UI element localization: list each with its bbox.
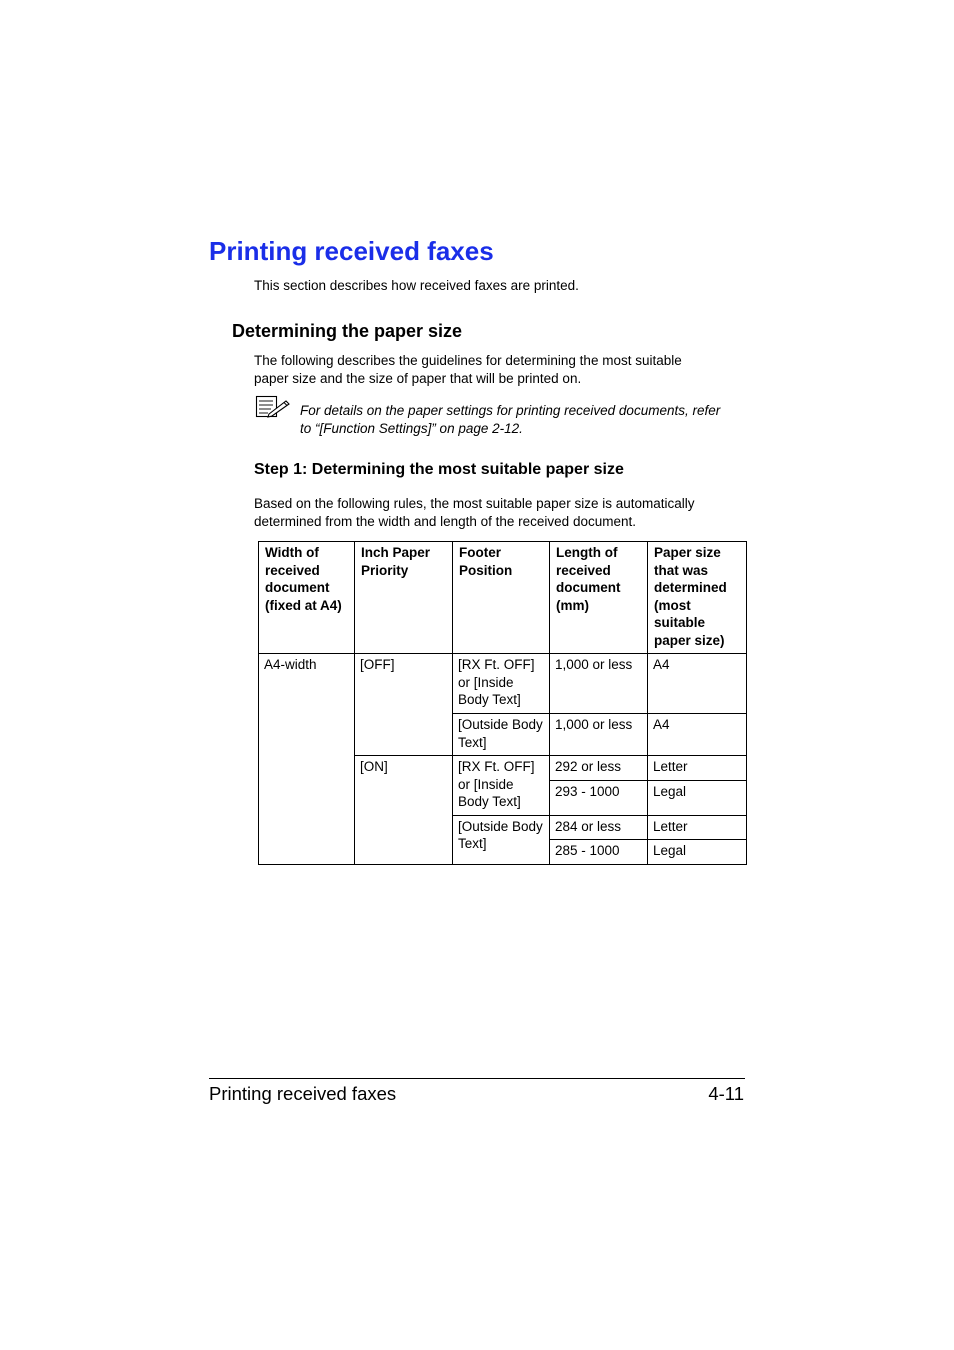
- step-body: [254, 495, 694, 531]
- table-row: [259, 654, 747, 714]
- cell-size: Legal: [648, 840, 747, 865]
- cell-length: 1,000 or less: [550, 714, 648, 756]
- cell-length: 293 - 1000: [550, 780, 648, 815]
- cell-length: 292 or less: [550, 756, 648, 781]
- header-paper-size: Paper size that was determined (most suitable paper size): [648, 542, 747, 654]
- note-line: For details on the paper settings for printing received documents, refer: [300, 403, 721, 418]
- header-footer-position: Footer Position: [453, 542, 550, 654]
- section-heading: Determining the paper size: [232, 321, 463, 341]
- section-body-line: paper size and the size of paper that will be printed on.: [254, 371, 582, 386]
- header-length: Length of received document (mm): [550, 542, 648, 654]
- cell-length: 1,000 or less: [550, 654, 648, 714]
- cell-size: Letter: [648, 756, 747, 781]
- page-number: 4-11: [708, 1083, 744, 1104]
- page-title: Printing received faxes: [209, 236, 494, 266]
- header-width: Width of received document (fixed at A4): [259, 542, 355, 654]
- cell-size: Legal: [648, 780, 747, 815]
- cell-inch-off: [OFF]: [355, 654, 453, 756]
- intro-text: This section describes how received faxes are printed.: [254, 278, 579, 293]
- cell-size: A4: [648, 714, 747, 756]
- cell-footer-outside: [Outside Body Text]: [453, 714, 550, 756]
- cell-size: Letter: [648, 815, 747, 840]
- cell-size: A4: [648, 654, 747, 714]
- step-heading: Step 1: Determining the most suitable paper size: [254, 461, 624, 478]
- table-header-row: [259, 542, 747, 654]
- footer-divider: [209, 1078, 745, 1079]
- header-inch-priority: Inch Paper Priority: [355, 542, 453, 654]
- note-text: [300, 402, 750, 437]
- step-body-line: determined from the width and length of the received document.: [254, 514, 636, 529]
- section-body-line: The following describes the guidelines for determining the most suitable: [254, 353, 682, 368]
- cell-length: 284 or less: [550, 815, 648, 840]
- step-body-line: Based on the following rules, the most suitable paper size is automatically: [254, 496, 695, 511]
- cell-footer-inside: [RX Ft. OFF] or [Inside Body Text]: [453, 756, 550, 816]
- paper-size-rules-table: [258, 541, 747, 865]
- note-pencil-icon: [255, 395, 291, 419]
- cell-inch-on: [ON]: [355, 756, 453, 865]
- footer-section-title: Printing received faxes: [209, 1083, 397, 1104]
- section-body: [254, 352, 682, 388]
- cell-footer-outside: [Outside Body Text]: [453, 815, 550, 864]
- cell-width: A4-width: [259, 654, 355, 865]
- cell-footer-inside: [RX Ft. OFF] or [Inside Body Text]: [453, 654, 550, 714]
- cell-length: 285 - 1000: [550, 840, 648, 865]
- note-line: to “[Function Settings]” on page 2-12.: [300, 420, 523, 436]
